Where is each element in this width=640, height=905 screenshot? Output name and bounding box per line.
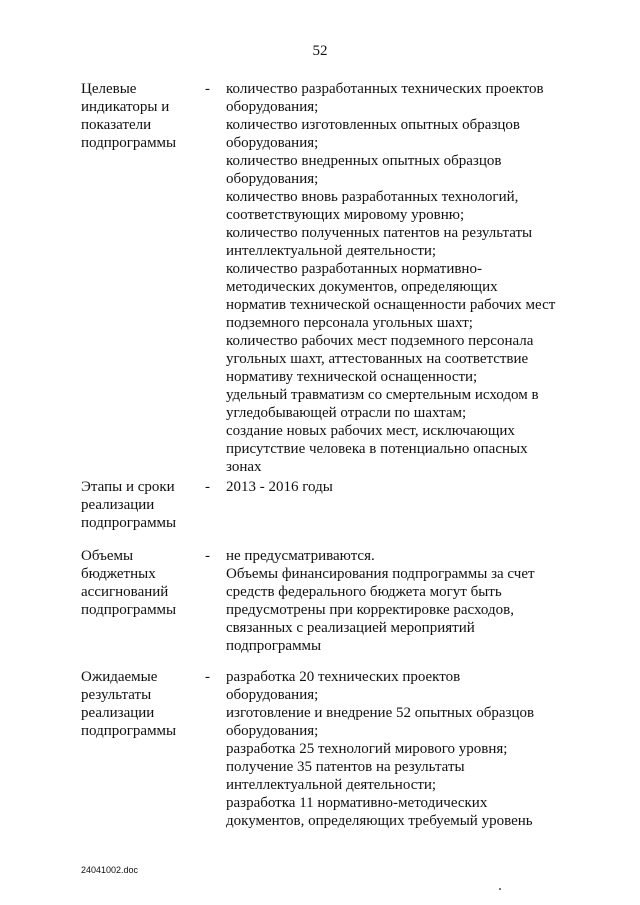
content-line: удельный травматизм со смертельным исходом в (226, 387, 539, 403)
content-line: оборудования; (226, 135, 319, 151)
content-line: интеллектуальной деятельности; (226, 243, 437, 259)
content-line: количество разработанных нормативно- (226, 261, 482, 277)
section-content (226, 80, 586, 476)
section-dash: - (205, 479, 210, 495)
content-line: Объемы финансирования подпрограммы за счет (226, 566, 535, 582)
page-number: 52 (312, 43, 328, 59)
content-line: предусмотрены при корректировке расходов, (226, 602, 514, 618)
section-content (226, 478, 586, 496)
content-line: соответствующих мировому уровню; (226, 207, 465, 223)
content-line: связанных с реализацией мероприятий (226, 620, 475, 636)
content-line: количество изготовленных опытных образцов (226, 117, 521, 133)
content-line: получение 35 патентов на результаты (226, 759, 465, 775)
content-line: разработка 20 технических проектов (226, 669, 461, 685)
content-line: количество рабочих мест подземного персонала (226, 333, 534, 349)
content-line: количество полученных патентов на результаты (226, 225, 533, 241)
section-label: Ожидаемые результаты реализации подпрограммы (81, 669, 177, 739)
content-line: 2013 - 2016 годы (226, 479, 333, 495)
content-line: зонах (226, 459, 262, 475)
content-line: изготовление и внедрение 52 опытных образцов (226, 705, 535, 721)
content-line: количество вновь разработанных технологий, (226, 189, 519, 205)
content-line: интеллектуальной деятельности; (226, 777, 437, 793)
content-line: подпрограммы (226, 638, 322, 654)
content-line: не предусматриваются. (226, 548, 375, 564)
content-line: разработка 11 нормативно-методических (226, 795, 488, 811)
content-line: угледобывающей отрасли по шахтам; (226, 405, 467, 421)
section-content (226, 668, 586, 830)
content-line: документов, определяющих требуемый уровень (226, 813, 533, 829)
content-line: методических документов, определяющих (226, 279, 498, 295)
content-line: оборудования; (226, 687, 319, 703)
content-line: создание новых рабочих мест, исключающих (226, 423, 515, 439)
content-line: оборудования; (226, 99, 319, 115)
document-filename: 24041002.doc (81, 865, 139, 875)
content-line: разработка 25 технологий мирового уровня; (226, 741, 508, 757)
content-line: количество внедренных опытных образцов (226, 153, 502, 169)
scan-speck (499, 888, 501, 890)
content-line: нормативу технической оснащенности; (226, 369, 478, 385)
section-label: Целевые индикаторы и показатели подпрограммы (81, 81, 177, 151)
content-line: средств федерального бюджета могут быть (226, 584, 502, 600)
content-line: количество разработанных технических проектов (226, 81, 544, 97)
content-line: оборудования; (226, 171, 319, 187)
content-line: угольных шахт, аттестованных на соответствие (226, 351, 529, 367)
section-dash: - (205, 548, 210, 564)
section-label: Объемы бюджетных ассигнований подпрограммы (81, 548, 177, 618)
content-line: норматив технической оснащенности рабочих мест (226, 297, 556, 313)
section-content (226, 547, 586, 655)
content-line: присутствие человека в потенциально опасных (226, 441, 528, 457)
section-dash: - (205, 669, 210, 685)
section-label: Этапы и сроки реализации подпрограммы (81, 479, 177, 531)
content-line: оборудования; (226, 723, 319, 739)
section-dash: - (205, 81, 210, 97)
content-line: подземного персонала угольных шахт; (226, 315, 473, 331)
